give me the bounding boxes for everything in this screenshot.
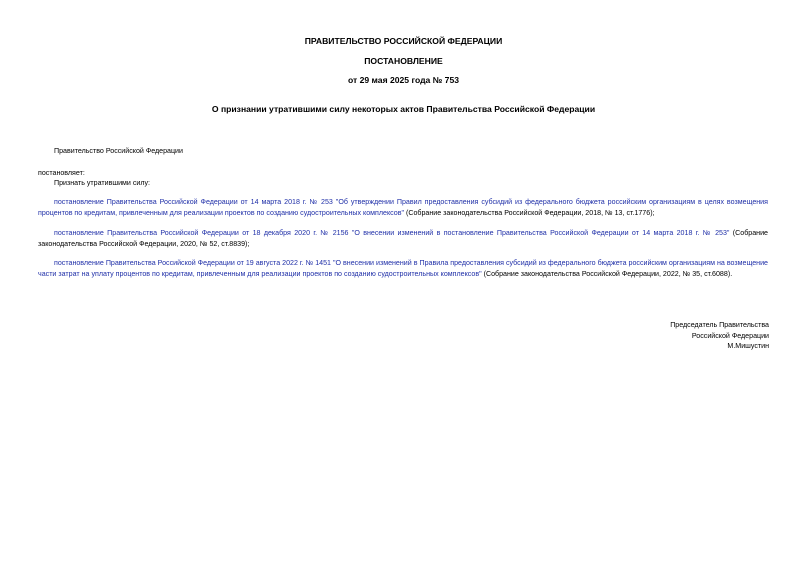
list-item xyxy=(38,197,768,218)
act-link[interactable]: постановление Правительства Российской Федерации от 18 декабря 2020 г. № 2156 "О внесении изменений в постановление Правительства Российской Федерации от 14 марта 2018 г. № 253" xyxy=(54,229,730,237)
declare-text: Признать утратившими силу: xyxy=(54,179,151,187)
issuer-text: Правительство Российской Федерации xyxy=(54,147,183,155)
act-source: (Собрание законодательства Российской Федерации, 2018, № 13, ст.1776); xyxy=(404,208,655,217)
signature-country: Российской Федерации xyxy=(691,331,769,340)
document-type: ПОСТАНОВЛЕНИЕ xyxy=(364,56,443,66)
act-link[interactable]: постановление Правительства Российской Федерации от 14 марта 2018 г. № 253 "Об утверждении Правил предоставления субсидий из федерального бюджета российским организациям в целях возмещения процентов по кредитам, привлеченным для реализации проектов по созданию судостроительных комплексов" xyxy=(38,198,768,217)
act-source: (Собрание законодательства Российской Федерации, 2022, № 35, ст.6088). xyxy=(481,269,733,278)
signature-title: Председатель Правительства xyxy=(670,321,769,329)
list-item xyxy=(38,258,768,279)
document-title: О признании утратившими силу некоторых актов Правительства Российской Федерации xyxy=(211,104,596,114)
document-date-number: от 29 мая 2025 года № 753 xyxy=(347,75,460,85)
act-source: (Собрание законодательства Российской Федерации, 2020, № 52, ст.8839); xyxy=(38,229,769,248)
act-link[interactable]: постановление Правительства Российской Федерации от 19 августа 2022 г. № 1451 "О внесении изменений в Правила предоставления субсидий из федерального бюджета российским организациям на возмещение части затрат на уплату процентов по кредитам, привлеченным для реализации проектов по созданию судостроительных комплексов" xyxy=(38,259,768,278)
government-heading: ПРАВИТЕЛЬСТВО РОССИЙСКОЙ ФЕДЕРАЦИИ xyxy=(304,36,503,46)
resolves-text: постановляет: xyxy=(38,169,85,177)
signature-name: М.Мишустин xyxy=(727,342,769,350)
list-item xyxy=(38,228,768,249)
